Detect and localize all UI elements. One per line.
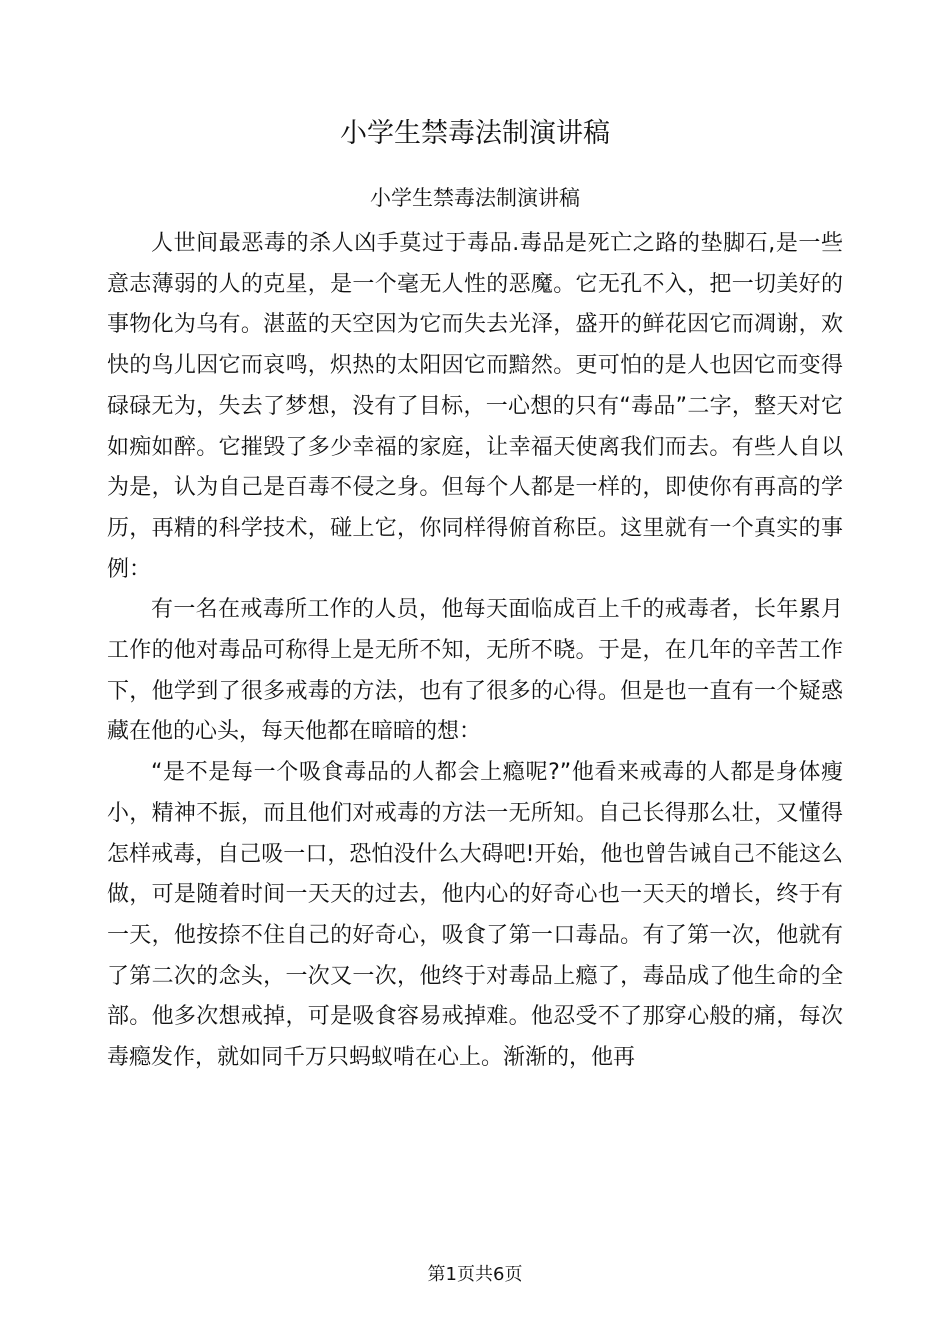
document-subtitle: 小学生禁毒法制演讲稿 bbox=[370, 186, 580, 210]
page-footer: 第1页共6页 bbox=[427, 1264, 523, 1285]
paragraph: “是不是每一个吸食毒品的人都会上瘾呢?”他看来戒毒的人都是身体瘦小，精神不振，而且他们对戒毒的方法一无所知。自己长得那么壮，又懂得怎样戒毒，自己吸一口，恐怕没什么大碍吧!开始，他也曾告诫自己不能这么做，可是随着时间一天天的过去，他内心的好奇心也一天天的增长，终于有一天，他按捺不住自己的好奇心，吸食了第一口毒品。有了第一次，他就有了第二次的念头，一次又一次，他终于对毒品上瘾了，毒品成了他生命的全部。他多次想戒掉，可是吸食容易戒掉难。他忍受不了那穿心般的痛，每次毒瘾发作，就如同千万只蚂蚁啃在心上。渐渐的，他再 bbox=[107, 760, 843, 1071]
paragraph: 人世间最恶毒的杀人凶手莫过于毒品.毒品是死亡之路的垫脚石,是一些意志薄弱的人的克星，是一个毫无人性的恶魔。它无孔不入，把一切美好的事物化为乌有。湛蓝的天空因为它而失去光泽，盛开的鲜花因它而凋谢，欢快的鸟儿因它而哀鸣，炽热的太阳因它而黯然。更可怕的是人也因它而变得碌碌无为，失去了梦想，没有了目标，一心想的只有“毒品”二字，整天对它如痴如醉。它摧毁了多少幸福的家庭，让幸福天使离我们而去。有些人自以为是，认为自己是百毒不侵之身。但每个人都是一样的，即使你有再高的学历，再精的科学技术，碰上它，你同样得俯首称臣。这里就有一个真实的事例： bbox=[107, 231, 843, 582]
document-body bbox=[107, 224, 843, 1079]
paragraph: 有一名在戒毒所工作的人员，他每天面临成百上千的戒毒者，长年累月工作的他对毒品可称得上是无所不知，无所不晓。于是，在几年的辛苦工作下，他学到了很多戒毒的方法，也有了很多的心得。但是也一直有一个疑惑藏在他的心头，每天他都在暗暗的想： bbox=[107, 597, 843, 745]
document-title: 小学生禁毒法制演讲稿 bbox=[340, 118, 610, 149]
